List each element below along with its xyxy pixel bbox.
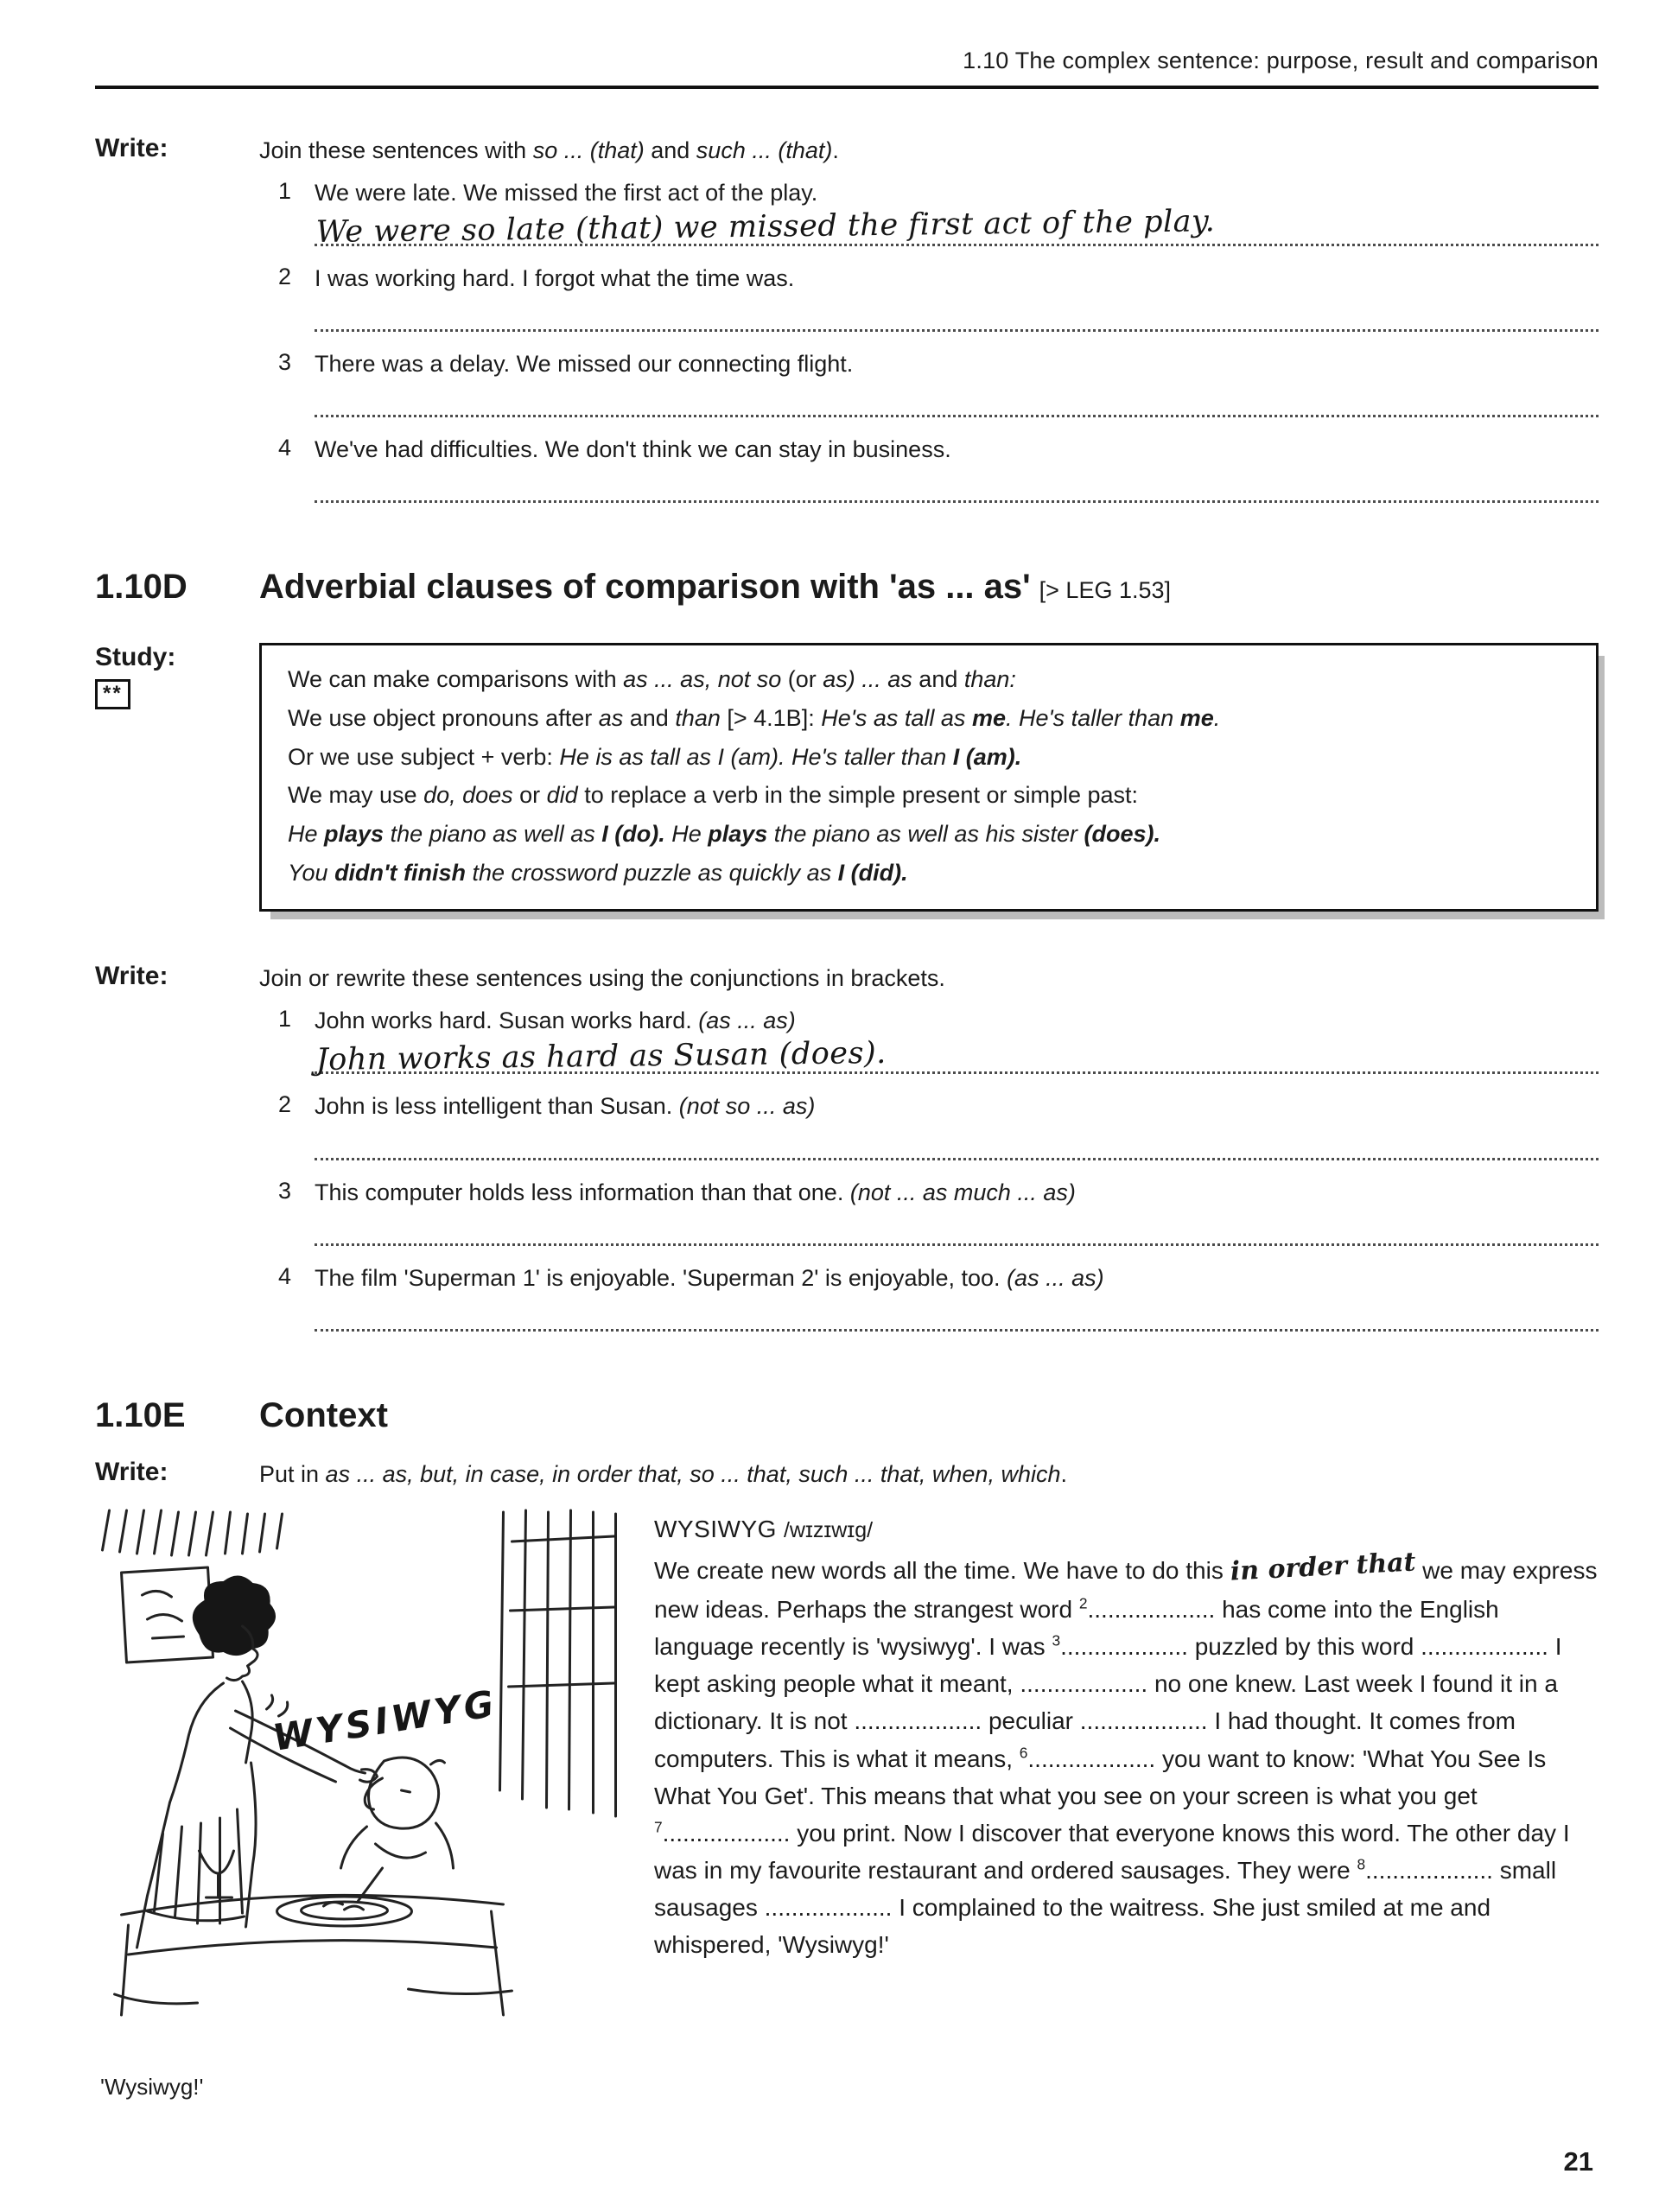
cartoon-caption: 'Wysiwyg!' [100, 2073, 204, 2100]
passage-phonetic: /wɪzɪwɪg/ [783, 1517, 874, 1542]
section-title [259, 1396, 1599, 1434]
exercise-item [278, 1263, 1599, 1349]
exercise-items [278, 178, 1599, 520]
item-number: 2 [278, 1091, 292, 1118]
page-number: 21 [1563, 2146, 1593, 2177]
study-box [259, 643, 1599, 912]
section-title [259, 568, 1599, 606]
exercise-as-as [95, 962, 1599, 1348]
item-number: 3 [278, 349, 292, 376]
exercise-instructions: Join or rewrite these sentences using the conjunctions in brackets. [259, 965, 945, 992]
item-text: This computer holds less information than that one. (not ... as much ... as) [315, 1179, 1076, 1205]
exercise-item [278, 349, 1599, 435]
study-rule-line: He plays the piano as well as I (do). He plays the piano as well as his sister (does). [288, 820, 1160, 847]
item-text: I was working hard. I forgot what the time was. [315, 265, 795, 292]
answer-blank [315, 297, 1599, 332]
context-cartoon [95, 1505, 635, 2101]
study-label: Study: [95, 643, 176, 672]
section-number: 1.10E [95, 1395, 186, 1434]
exercise-item [278, 264, 1599, 349]
answer-blank [315, 383, 1599, 417]
item-text: There was a delay. We missed our connecting flight. [315, 351, 854, 378]
passage-heading [654, 1510, 1599, 1548]
item-text: The film 'Superman 1' is enjoyable. 'Superman 2' is enjoyable, too. (as ... as) [315, 1264, 1104, 1291]
header-rule [95, 86, 1599, 89]
wysiwyg-word: WYSIWYG [270, 1681, 500, 1759]
study-rule-line: We use object pronouns after as and than [> 4.1B]: He's as tall as me. He's taller than me. [288, 705, 1221, 732]
handwritten-answer: We were so late (that) we missed the first act of the play. [315, 204, 1216, 251]
study-rule-line: You didn't finish the crossword puzzle as quickly as I (did). [288, 859, 908, 886]
study-section [95, 643, 1599, 912]
leg-reference: [> LEG 1.53] [1039, 577, 1172, 604]
section-heading-1-10E [95, 1396, 1599, 1435]
study-rule-line: We may use do, does or did to replace a verb in the simple present or simple past: [288, 782, 1139, 809]
passage-body: We create new words all the time. We have to do this in order that we may express new ideas. Perhaps the strangest word $^2$................... has come into the English language recently is 'wysiwyg'. I was $^3$................... puzzled by this word ................... I kept asking people what it meant, ................... no one knew. Last week I found it in a dictionary. It is not ................... peculiar ................... I had thought. It comes from computers. This is what it means, $^6$................... you want to know: 'What You See Is What You Get'. This means that what you see on your screen is what you get $^7$................... you print. Now I discover that everyone knows this word. The other day I was in my favourite restaurant and ordered sausages. They were $^8$................... small sausages ................... I complained to the waitress. She just smiled at me and whispered, 'Wysiwyg!' [654, 1547, 1598, 1959]
exercise-instructions: Put in as ... as, but, in case, in order that, so ... that, such ... that, when, which. [259, 1460, 1067, 1487]
study-rule-line: Or we use subject + verb: He is as tall as I (am). He's taller than I (am). [288, 743, 1022, 770]
context-passage [654, 1505, 1599, 2101]
answer-blank [315, 204, 1599, 251]
section-title-text: Context [259, 1395, 388, 1434]
section-number: 1.10D [95, 568, 188, 607]
cartoon-illustration [95, 1505, 635, 2024]
item-text: We were late. We missed the first act of the play. [315, 180, 818, 207]
item-number: 3 [278, 1177, 292, 1204]
item-number: 1 [278, 1006, 292, 1033]
exercise-item [278, 1178, 1599, 1263]
item-number: 2 [278, 264, 292, 290]
handwritten-answer: John works as hard as Susan (does). [315, 1036, 887, 1078]
study-label-column [95, 643, 259, 709]
section-heading-1-10D [95, 568, 1599, 607]
item-number: 4 [278, 435, 292, 461]
answer-blank [315, 468, 1599, 503]
exercise-item [278, 1091, 1599, 1177]
study-rule-line: We can make comparisons with as ... as, not so (or as) ... as and than: [288, 666, 1016, 693]
item-number: 4 [278, 1262, 292, 1289]
exercise-so-such-that [95, 134, 1599, 520]
exercise-item [278, 1006, 1599, 1091]
passage-title: WYSIWYG [654, 1515, 777, 1542]
write-label: Write: [95, 1457, 168, 1486]
answer-blank [315, 1126, 1599, 1160]
exercise-item [278, 178, 1599, 264]
write-label: Write: [95, 962, 168, 991]
item-text: We've had difficulties. We don't think we can stay in business. [315, 436, 951, 463]
exercise-item [278, 435, 1599, 520]
context-section [95, 1505, 1599, 2101]
exercise-instructions: Join these sentences with so ... (that) and such ... (that). [259, 137, 839, 163]
difficulty-stars-badge: ** [95, 679, 130, 709]
answer-blank [315, 1211, 1599, 1246]
item-text: John is less intelligent than Susan. (not so ... as) [315, 1093, 816, 1120]
answer-blank [315, 1036, 1599, 1078]
item-text: John works hard. Susan works hard. (as ... as) [315, 1007, 796, 1034]
context-write-row [95, 1458, 1599, 1490]
item-number: 1 [278, 178, 292, 205]
write-label: Write: [95, 134, 168, 162]
section-title-text: Adverbial clauses of comparison with 'as ... as' [259, 568, 1031, 607]
running-head: 1.10 The complex sentence: purpose, result and comparison [963, 48, 1599, 73]
exercise-items [278, 1006, 1599, 1348]
answer-blank [315, 1297, 1599, 1332]
page-header [95, 0, 1599, 89]
